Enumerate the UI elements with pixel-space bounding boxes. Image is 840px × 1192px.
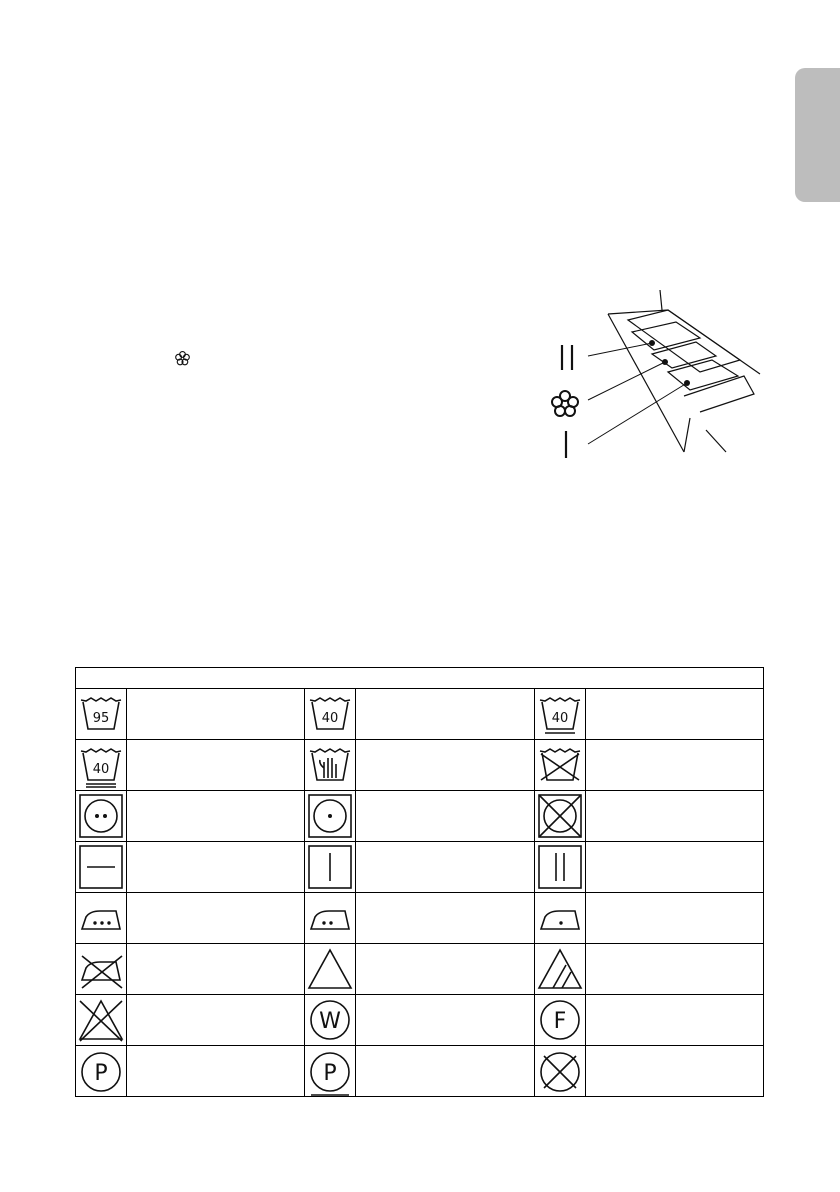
care-symbol-description: [127, 791, 304, 841]
care-symbol-cell: [76, 893, 305, 944]
wash-40-gentle-icon: [537, 691, 583, 737]
care-symbol-cell: [305, 842, 535, 893]
care-symbol-description: [127, 893, 304, 943]
care-symbol-description: [356, 842, 534, 892]
care-symbol-box: [305, 995, 356, 1045]
svg-text:W: W: [319, 1009, 341, 1034]
care-symbols-grid: [76, 689, 763, 1097]
care-symbol-box: [76, 689, 127, 739]
care-symbol-description: [356, 689, 534, 739]
care-symbol-cell: [535, 740, 763, 791]
detergent-drawer-illustration: [540, 282, 762, 466]
care-symbol-description: [356, 893, 534, 943]
care-symbol-cell: [76, 842, 305, 893]
care-symbol-cell: [305, 893, 535, 944]
care-symbol-cell: [535, 995, 763, 1046]
care-symbol-description: [586, 944, 763, 994]
do-not-bleach-icon: [78, 997, 124, 1043]
care-symbol-description: [586, 689, 763, 739]
care-symbol-cell: [305, 689, 535, 740]
table-header: [76, 668, 763, 689]
care-symbol-box: [76, 944, 127, 994]
care-symbol-box: [76, 995, 127, 1045]
care-symbol-box: [535, 689, 586, 739]
svg-text:95: 95: [92, 711, 110, 726]
iron-medium-icon: [307, 895, 353, 941]
svg-text:F: F: [553, 1009, 567, 1034]
care-symbol-cell: [76, 1046, 305, 1097]
care-symbol-box: [305, 893, 356, 943]
care-symbol-box: [535, 791, 586, 841]
care-symbol-description: [127, 842, 304, 892]
care-symbol-description: [127, 740, 304, 790]
wet-clean-w-icon: [307, 997, 353, 1043]
care-symbol-cell: [535, 1046, 763, 1097]
care-symbol-cell: [535, 791, 763, 842]
do-not-wash-icon: [537, 742, 583, 788]
iron-low-icon: [537, 895, 583, 941]
line-dry-icon: [307, 844, 353, 890]
dry-clean-p-gentle-icon: [307, 1049, 353, 1095]
care-symbol-description: [586, 893, 763, 943]
care-symbol-box: [305, 842, 356, 892]
dry-clean-f-icon: [537, 997, 583, 1043]
care-symbol-box: [305, 740, 356, 790]
care-symbol-cell: [76, 995, 305, 1046]
iron-high-icon: [78, 895, 124, 941]
care-symbol-description: [586, 740, 763, 790]
svg-text:40: 40: [551, 711, 569, 726]
svg-text:40: 40: [321, 711, 339, 726]
tumble-dry-low-icon: [307, 793, 353, 839]
care-symbol-cell: [76, 740, 305, 791]
care-symbol-description: [586, 1046, 763, 1097]
language-tab: [795, 68, 840, 202]
care-symbol-box: [305, 944, 356, 994]
non-chlorine-bleach-icon: [537, 946, 583, 992]
do-not-iron-icon: [78, 946, 124, 992]
care-symbol-box: [76, 893, 127, 943]
care-symbol-description: [127, 995, 304, 1045]
care-symbol-cell: [305, 1046, 535, 1097]
do-not-dry-clean-icon: [537, 1049, 583, 1095]
care-symbol-box: [76, 842, 127, 892]
do-not-tumble-dry-icon: [537, 793, 583, 839]
care-symbol-box: [535, 740, 586, 790]
care-symbol-cell: [535, 944, 763, 995]
care-symbol-description: [586, 995, 763, 1045]
svg-text:P: P: [323, 1060, 337, 1086]
care-symbol-box: [305, 1046, 356, 1097]
care-symbol-cell: [305, 740, 535, 791]
drip-dry-icon: [537, 844, 583, 890]
bleach-icon: [307, 946, 353, 992]
care-symbol-cell: [76, 689, 305, 740]
care-symbol-box: [305, 791, 356, 841]
care-symbol-description: [127, 689, 304, 739]
care-symbol-description: [356, 995, 534, 1045]
dry-flat-icon: [78, 844, 124, 890]
care-symbol-cell: [535, 893, 763, 944]
flower-icon: [552, 391, 578, 416]
care-symbol-box: [76, 791, 127, 841]
hand-wash-icon: [307, 742, 353, 788]
care-symbol-box: [76, 1046, 127, 1097]
care-symbol-description: [356, 791, 534, 841]
care-symbol-cell: [305, 944, 535, 995]
dry-clean-p-icon: [78, 1049, 124, 1095]
care-symbol-description: [586, 842, 763, 892]
care-symbol-cell: [76, 944, 305, 995]
care-symbol-box: [535, 995, 586, 1045]
care-symbol-cell: [535, 842, 763, 893]
flower-icon: [174, 350, 191, 367]
care-symbol-cell: [76, 791, 305, 842]
care-symbol-box: [535, 893, 586, 943]
care-symbol-box: [305, 689, 356, 739]
care-symbol-cell: [305, 995, 535, 1046]
care-symbol-box: [76, 740, 127, 790]
care-symbol-description: [127, 1046, 304, 1097]
care-symbol-box: [535, 842, 586, 892]
wash-40-icon: [307, 691, 353, 737]
svg-text:P: P: [94, 1060, 108, 1086]
care-symbol-description: [356, 1046, 534, 1097]
care-symbols-table: [75, 667, 764, 1097]
care-symbol-description: [127, 944, 304, 994]
care-symbol-box: [535, 1046, 586, 1097]
wash-95-icon: [78, 691, 124, 737]
care-symbol-description: [586, 791, 763, 841]
care-symbol-description: [356, 944, 534, 994]
care-symbol-cell: [535, 689, 763, 740]
care-symbol-description: [356, 740, 534, 790]
care-symbol-box: [535, 944, 586, 994]
svg-text:40: 40: [92, 762, 110, 777]
tumble-dry-high-icon: [78, 793, 124, 839]
care-symbol-cell: [305, 791, 535, 842]
wash-40-very-gentle-icon: [78, 742, 124, 788]
